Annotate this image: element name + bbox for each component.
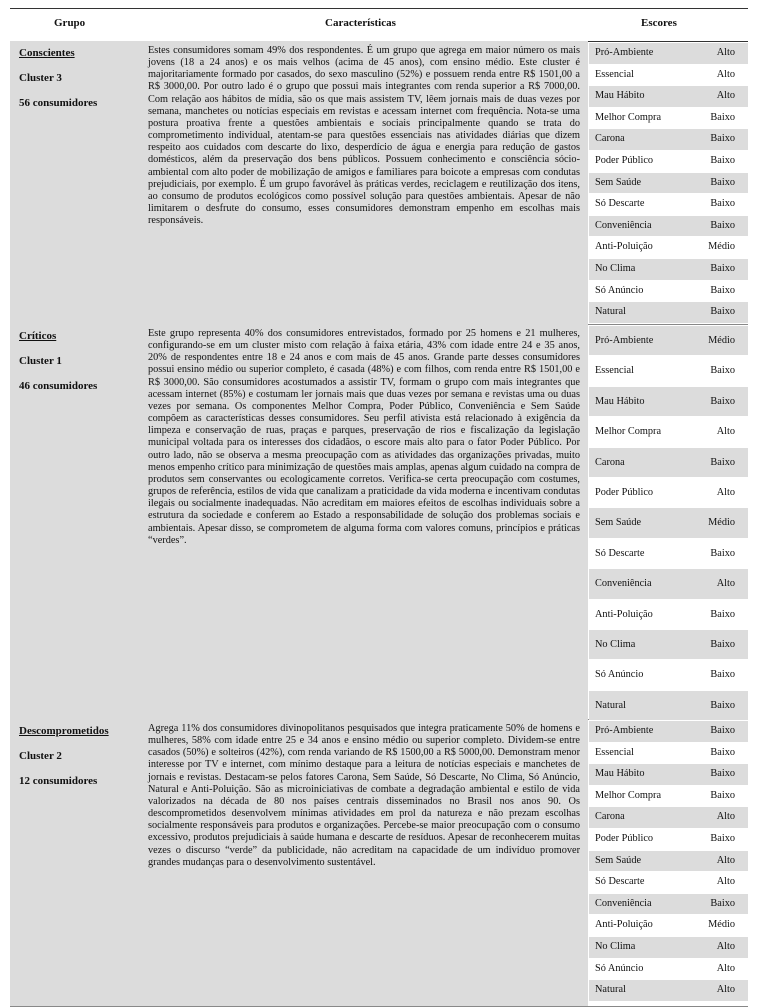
group-count: 46 consumidores [19, 380, 98, 392]
score-label: Carona [595, 456, 625, 468]
score-label: Conveniência [595, 897, 652, 909]
score-row [589, 539, 748, 568]
score-label: Só Descarte [595, 547, 645, 559]
score-value: Alto [716, 811, 735, 823]
score-label: Conveniência [595, 219, 652, 231]
score-row [589, 448, 748, 477]
score-label: Só Descarte [595, 198, 645, 210]
score-value: Baixo [710, 176, 735, 188]
score-row [589, 65, 748, 86]
group-info-cell [10, 41, 588, 324]
score-label: Só Anúncio [595, 962, 644, 974]
group-identity [19, 330, 97, 393]
score-value: Alto [716, 426, 735, 438]
group-identity [19, 47, 97, 110]
score-row [589, 151, 748, 172]
score-label: Anti-Poluição [595, 608, 653, 620]
score-row [589, 216, 748, 237]
score-row [589, 387, 748, 416]
score-row [589, 302, 748, 323]
score-row [589, 600, 748, 629]
score-label: Natural [595, 699, 626, 711]
score-value: Baixo [710, 198, 735, 210]
score-label: Poder Público [595, 155, 654, 166]
header-group: Grupo [54, 17, 86, 29]
score-label: Mau Hábito [595, 395, 645, 407]
score-value: Médio [708, 241, 735, 253]
score-value: Alto [716, 90, 735, 102]
score-label: Mau Hábito [595, 90, 645, 102]
group-row [10, 41, 748, 325]
score-row [589, 108, 748, 129]
score-label: No Clima [595, 941, 636, 952]
score-row [589, 807, 748, 828]
score-label: Essencial [595, 68, 634, 80]
score-label: Essencial [595, 746, 634, 758]
score-row [589, 959, 748, 980]
score-value: Médio [708, 919, 735, 931]
score-label: Melhor Compra [595, 111, 662, 123]
score-value: Baixo [710, 219, 735, 231]
score-value: Alto [716, 941, 735, 952]
score-label: Natural [595, 306, 626, 318]
score-row [589, 417, 748, 446]
group-row [10, 324, 748, 720]
scores-column [589, 324, 748, 719]
score-value: Baixo [710, 284, 735, 296]
score-value: Baixo [710, 456, 735, 468]
score-label: Carona [595, 133, 625, 145]
score-row [589, 851, 748, 872]
score-value: Alto [716, 876, 735, 888]
group-info-cell [10, 324, 588, 719]
score-value: Baixo [710, 639, 735, 650]
score-row [589, 173, 748, 194]
score-value: Baixo [710, 365, 735, 377]
score-label: Só Descarte [595, 876, 645, 888]
score-row [589, 691, 748, 720]
score-value: Baixo [710, 111, 735, 123]
score-label: Pró-Ambiente [595, 725, 654, 736]
score-value: Baixo [710, 608, 735, 620]
score-row [589, 356, 748, 385]
score-value: Alto [716, 984, 735, 996]
group-cluster: Cluster 2 [19, 750, 62, 762]
table-header [10, 8, 748, 42]
score-label: Sem Saúde [595, 517, 642, 529]
group-description: Este grupo representa 40% dos consumidores entrevistados, formado por 25 homens e 21 mulheres, configurando-se em um cluster misto com relação à faixa etária, 43% com idade entre 24 e 35 anos, 20% de respondentes entre 18 e 24 anos e com mais de 45 anos. Grande parte desses consumidores possui ensino médio ou superior completo, é casada (48%) e com filhos, com renda entre R$ 1501,00 e R$ 3000,00. São consumidores acostumados a assistir TV, formam o grupo com mais integrantes que acessam internet (85%) e costumam ler jornais mais que duas vezes por semana e revistas uma ou duas vezes por semana. Os componentes Melhor Compra, Poder Público, Conveniência e Sem Saúde compõem as características desses consumidores. Seu perfil ativista está relacionado à exigência da limpeza e conservação de ruas, praças e parques, preservação de rios e fiscalização da legislação municipal voltada para os interesses dos cidadãos, o escore mais alto para o fator Poder Público. Por outro lado, não se observa a mesma preocupação com as atividades das organizações privadas, muito menos empenho crítico para minimização de questões mais amplas, apenas algum cuidado na compra de produtos sem conservantes ou ecologicamente corretos. Verifica-se certa preocupação com costumes, grupos de referência, estilos de vida que canalizam a praticidade da vida moderna e incentivam condutas ilegais ou socialmente inadequadas. Não acreditam em maiores efeitos de escolhas individuais sobre a estrutura da sociedade e conferem ao Estado a responsabilidade de solução dos problemas sociais e ambientais. Apesar disso, se comprometem de alguma forma com valores comuns, princípios e práticas “verdes”. [148, 328, 580, 546]
score-label: Anti-Poluição [595, 241, 653, 253]
group-identity [19, 725, 109, 788]
score-value: Baixo [710, 897, 735, 909]
score-value: Baixo [710, 699, 735, 711]
score-row [589, 326, 748, 355]
score-row [589, 194, 748, 215]
score-label: Só Anúncio [595, 284, 644, 296]
header-scores: Escores [641, 17, 677, 29]
score-value: Baixo [710, 746, 735, 758]
score-label: Sem Saúde [595, 176, 642, 188]
group-description: Estes consumidores somam 49% dos respondentes. É um grupo que agrega em maior número os mais jovens (18 a 24 anos) e os mais velhos (acima de 45 anos), com ensino médio. Este cluster é majoritariamente formado por casados, do sexo masculino (52%) e possuem renda entre R$ 1501,00 a R$ 3000,00. Por outro lado é o grupo que possui mais integrantes com renda superior a R$ 7000,00. Com relação aos hábitos de mídia, são os que mais assistem TV, lêem jornais mais de duas vezes por semana, manchetes ou notícias especiais em revistas e acessam internet com frequência. Nota-se uma postura proativa frente a questões ambientais e sociais principalmente quando se trata do comprometimento individual, atentam-se para questões essenciais nas atividades diárias que dizem respeito aos cuidados com descarte do lixo, desperdício de água e energia para redução de gastos domésticos, além da preservação dos bens públicos. Possuem conhecimento e consciência sócio-ambiental com alto poder de mobilização de amigos e familiares para boicote a empresas com condutas prejudiciais, por exemplo. É um grupo favorável às práticas verdes, reciclagem e reutilização dos itens, ao consumo de produtos ecológicos como possível solução para questões ambientais. Apesar de não limitarem o desfrute do consumo, esses consumidores demonstram empenho em escolhas mais responsáveis. [148, 45, 580, 227]
score-label: Melhor Compra [595, 789, 662, 801]
score-label: No Clima [595, 263, 636, 274]
header-characteristics: Características [325, 17, 396, 29]
score-label: Carona [595, 811, 625, 823]
score-label: Natural [595, 984, 626, 996]
group-count: 56 consumidores [19, 97, 98, 109]
score-row [589, 281, 748, 302]
score-row [589, 937, 748, 958]
score-row [589, 660, 748, 689]
score-row [589, 829, 748, 850]
score-value: Baixo [710, 155, 735, 166]
score-value: Baixo [710, 133, 735, 145]
score-label: No Clima [595, 639, 636, 650]
score-value: Alto [716, 854, 735, 866]
score-row [589, 872, 748, 893]
score-row [589, 980, 748, 1001]
score-value: Baixo [710, 669, 735, 681]
score-label: Conveniência [595, 578, 652, 590]
group-name: Críticos [19, 330, 57, 342]
score-value: Baixo [710, 547, 735, 559]
score-label: Poder Público [595, 487, 654, 498]
scores-column [589, 719, 748, 1006]
score-value: Alto [716, 47, 735, 58]
score-value: Alto [716, 68, 735, 80]
score-row [589, 764, 748, 785]
score-value: Médio [708, 335, 735, 346]
score-value: Baixo [710, 833, 735, 844]
score-row [589, 915, 748, 936]
score-row [589, 237, 748, 258]
score-label: Anti-Poluição [595, 919, 653, 931]
group-cluster: Cluster 3 [19, 72, 62, 84]
scores-column [589, 41, 748, 324]
score-value: Baixo [710, 263, 735, 274]
score-row [589, 786, 748, 807]
group-row [10, 719, 748, 1007]
score-value: Alto [716, 487, 735, 498]
score-label: Pró-Ambiente [595, 335, 654, 346]
score-value: Baixo [710, 306, 735, 318]
score-row [589, 259, 748, 280]
score-row [589, 630, 748, 659]
score-value: Baixo [710, 395, 735, 407]
score-row [589, 721, 748, 742]
score-label: Sem Saúde [595, 854, 642, 866]
group-description: Agrega 11% dos consumidores divinopolitanos pesquisados que integra praticamente 50% de homens e mulheres, 58% com idade entre 25 e 34 anos e ensino médio ou superior completo. Dividem-se entre casados (50%) e solteiros (42%), com renda variando de R$ 1500,00 a R$ 5000,00. Demonstram menor interesse por TV e internet, com mínimo destaque para a leitura de notícias especiais e manchetes de jornais e revistas. Destacam-se pelos fatores Carona, Sem Saúde, Só Descarte, No Clima, Só Anúncio, Natural e Anti-Poluição. São as microiniciativas de combate a degradação ambiental e estilo de vida valorizados na década de 80 nos países centrais disseminados no Brasil nos anos 90. Os descomprometidos desenvolvem mínimas atividades em prol da natureza e não prezam escolhas socialmente responsáveis para produtos e organizações. Percebe-se maior preocupação com o consumo excessivo, produtos prejudiciais à saúde humana e descarte de resíduos. Apesar de reconhecerem muitas vezes o discurso “verde” da publicidade, não acreditam na capacidade de um indivíduo promover grandes mudanças para o desenvolvimento sustentável. [148, 723, 580, 868]
group-count: 12 consumidores [19, 775, 98, 787]
score-row [589, 569, 748, 598]
score-value: Baixo [710, 768, 735, 780]
score-label: Melhor Compra [595, 426, 662, 438]
group-info-cell [10, 719, 588, 1006]
score-label: Mau Hábito [595, 768, 645, 780]
score-label: Só Anúncio [595, 669, 644, 681]
score-row [589, 508, 748, 537]
score-label: Pró-Ambiente [595, 47, 654, 58]
score-row [589, 743, 748, 764]
group-name: Descomprometidos [19, 725, 109, 737]
score-row [589, 86, 748, 107]
score-value: Baixo [710, 789, 735, 801]
score-value: Alto [716, 578, 735, 590]
score-row [589, 894, 748, 915]
group-name: Conscientes [19, 47, 75, 59]
score-value: Médio [708, 517, 735, 529]
score-row [589, 478, 748, 507]
score-value: Baixo [710, 725, 735, 736]
score-label: Essencial [595, 365, 634, 377]
score-row [589, 43, 748, 64]
group-cluster: Cluster 1 [19, 355, 62, 367]
score-row [589, 129, 748, 150]
score-label: Poder Público [595, 833, 654, 844]
score-value: Alto [716, 962, 735, 974]
